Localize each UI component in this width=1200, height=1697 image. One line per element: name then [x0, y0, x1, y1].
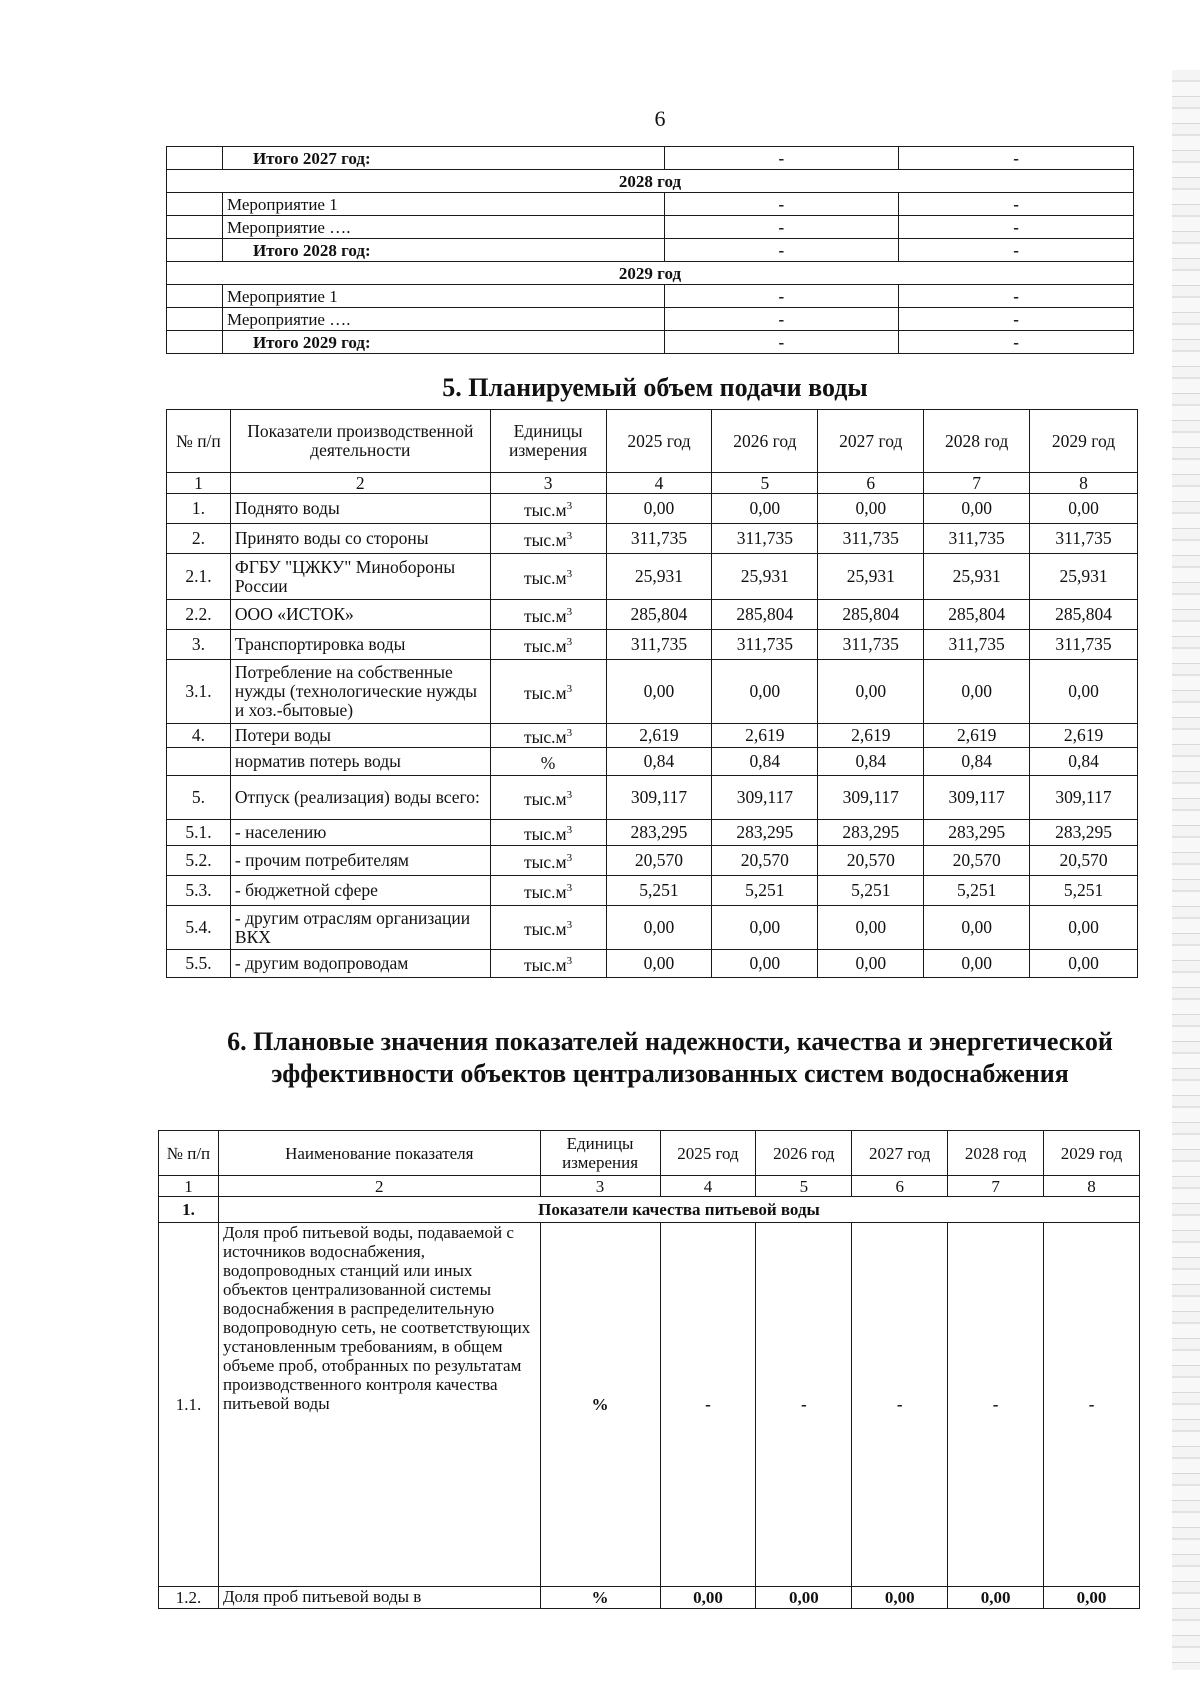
section-5-title: 5. Планируемый объем подачи воды	[442, 373, 868, 402]
volume-row	[167, 748, 1138, 776]
year-value: 5,251	[712, 876, 818, 906]
year-value: 0,00	[818, 660, 924, 724]
year-value: 2,619	[924, 724, 1030, 748]
column-header: 2029 год	[1044, 1131, 1140, 1176]
year-value: 285,804	[1030, 600, 1138, 630]
column-header: 2026 год	[712, 410, 818, 473]
year-value: 0,00	[1044, 1587, 1140, 1609]
unit-exponent: 3	[566, 882, 573, 895]
indicator-name: - населению	[230, 820, 490, 846]
unit-cell	[490, 494, 606, 524]
scan-edge-shadow	[1172, 70, 1200, 1670]
unit-text: тыс.м	[524, 499, 567, 520]
total-label: Итого 2028 год:	[222, 239, 664, 262]
year-value: -	[756, 1223, 852, 1587]
row-number: 2.2.	[167, 600, 231, 630]
year-value: 0,84	[712, 748, 818, 776]
year-value: 0,00	[606, 950, 712, 978]
unit-exponent: 3	[566, 530, 573, 543]
unit-exponent: 3	[566, 727, 573, 740]
unit-text: тыс.м	[524, 881, 567, 902]
unit-exponent: 3	[566, 789, 573, 802]
unit-cell	[490, 724, 606, 748]
volume-row	[167, 494, 1138, 524]
measure-label: Мероприятие ….	[222, 308, 664, 331]
unit-text: тыс.м	[524, 529, 567, 550]
indicator-name: Потери воды	[230, 724, 490, 748]
column-number: 7	[948, 1176, 1044, 1197]
column-header: 2027 год	[852, 1131, 948, 1176]
row-number: 3.	[167, 630, 231, 660]
column-header: Единицы измерения	[540, 1131, 660, 1176]
column-number: 5	[712, 473, 818, 494]
year-value: 311,735	[606, 524, 712, 554]
year-value: 0,00	[756, 1587, 852, 1609]
year-value: 285,804	[712, 600, 818, 630]
row-number: 3.1.	[167, 660, 231, 724]
measures-row-item	[167, 216, 1134, 239]
indicator-name: Отпуск (реализация) воды всего:	[230, 776, 490, 820]
indicator-row	[159, 1223, 1140, 1587]
unit-cell	[490, 600, 606, 630]
measures-no-cell	[167, 193, 223, 216]
unit-cell	[490, 846, 606, 876]
year-value: 25,931	[1030, 554, 1138, 600]
subheader-row	[159, 1197, 1140, 1223]
measures-no-cell	[167, 285, 223, 308]
year-value: 20,570	[818, 846, 924, 876]
column-header: Показатели производственной деятельности	[230, 410, 490, 473]
indicator-name: Поднято воды	[230, 494, 490, 524]
column-header: 2027 год	[818, 410, 924, 473]
row-number: 5.2.	[167, 846, 231, 876]
measures-row-item	[167, 193, 1134, 216]
year-value: 20,570	[712, 846, 818, 876]
year-value: 311,735	[818, 524, 924, 554]
volume-row	[167, 554, 1138, 600]
measures-row-year	[167, 262, 1134, 285]
year-value: 0,00	[1030, 494, 1138, 524]
year-value: 0,00	[1030, 660, 1138, 724]
year-value: 311,735	[1030, 630, 1138, 660]
unit-exponent: 3	[566, 683, 573, 696]
indicator-name: Принято воды со стороны	[230, 524, 490, 554]
column-number: 4	[660, 1176, 756, 1197]
measures-value-1: -	[664, 285, 899, 308]
measures-value-2: -	[899, 308, 1134, 331]
year-value: 283,295	[712, 820, 818, 846]
year-value: 283,295	[818, 820, 924, 846]
year-value: 309,117	[1030, 776, 1138, 820]
unit-text: %	[540, 752, 556, 773]
column-header: Единицы измерения	[490, 410, 606, 473]
indicator-name: норматив потерь воды	[230, 748, 490, 776]
unit-cell	[490, 630, 606, 660]
column-header: 2028 год	[948, 1131, 1044, 1176]
column-number-row	[159, 1176, 1140, 1197]
volume-row	[167, 876, 1138, 906]
unit-cell	[490, 950, 606, 978]
column-number: 7	[924, 473, 1030, 494]
year-value: 2,619	[818, 724, 924, 748]
volume-row	[167, 660, 1138, 724]
year-value: 311,735	[712, 524, 818, 554]
year-value: 311,735	[924, 630, 1030, 660]
unit-cell	[490, 906, 606, 950]
year-value: 0,00	[606, 906, 712, 950]
column-header: 2028 год	[924, 410, 1030, 473]
measures-no-cell	[167, 331, 223, 354]
year-value: -	[948, 1223, 1044, 1587]
year-value: 311,735	[924, 524, 1030, 554]
year-value: 0,84	[606, 748, 712, 776]
year-value: 25,931	[924, 554, 1030, 600]
row-number: 2.1.	[167, 554, 231, 600]
volume-row	[167, 630, 1138, 660]
year-value: 0,00	[818, 950, 924, 978]
measures-value-1: -	[664, 147, 899, 170]
measures-value-1: -	[664, 331, 899, 354]
volume-row	[167, 524, 1138, 554]
unit-exponent: 3	[566, 606, 573, 619]
indicator-name: Доля проб питьевой воды, подаваемой с источников водоснабжения, водопроводных станций или иных объектов централизованной системы водоснабжения в распределительную водопроводную сеть, не соответствующих установленным требованиям, в общем объеме проб, отобранных по результатам производственного контроля качества питьевой воды	[218, 1223, 540, 1587]
header-row	[159, 1131, 1140, 1176]
year-value: 20,570	[606, 846, 712, 876]
year-value: 0,00	[818, 906, 924, 950]
year-value: 0,00	[924, 660, 1030, 724]
row-number: 1.	[167, 494, 231, 524]
subheader-label: Показатели качества питьевой воды	[218, 1197, 1139, 1223]
measures-value-2: -	[899, 147, 1134, 170]
year-value: -	[660, 1223, 756, 1587]
measures-value-1: -	[664, 216, 899, 239]
column-number: 2	[230, 473, 490, 494]
year-header: 2028 год	[167, 170, 1134, 193]
year-value: 283,295	[1030, 820, 1138, 846]
year-value: 0,00	[948, 1587, 1044, 1609]
year-value: 5,251	[818, 876, 924, 906]
measure-label: Мероприятие ….	[222, 216, 664, 239]
year-value: 283,295	[924, 820, 1030, 846]
year-value: 311,735	[1030, 524, 1138, 554]
measures-value-2: -	[899, 331, 1134, 354]
unit-exponent: 3	[566, 824, 573, 837]
measures-value-1: -	[664, 239, 899, 262]
year-value: 2,619	[1030, 724, 1138, 748]
reliability-indicators-table	[158, 1130, 1140, 1609]
year-header: 2029 год	[167, 262, 1134, 285]
unit-text: тыс.м	[524, 635, 567, 656]
year-value: 25,931	[606, 554, 712, 600]
unit-cell	[490, 660, 606, 724]
year-value: 20,570	[1030, 846, 1138, 876]
year-value: 0,00	[606, 494, 712, 524]
row-number: 1.1.	[159, 1223, 219, 1587]
measures-value-1: -	[664, 193, 899, 216]
indicator-name: ООО «ИСТОК»	[230, 600, 490, 630]
year-value: 285,804	[606, 600, 712, 630]
unit-exponent: 3	[566, 568, 573, 581]
column-header: 2025 год	[606, 410, 712, 473]
unit-cell	[490, 554, 606, 600]
page-number: 6	[654, 106, 666, 131]
year-value: 0,00	[1030, 950, 1138, 978]
year-value: 0,00	[818, 494, 924, 524]
row-number: 1.2.	[159, 1587, 219, 1609]
unit-cell	[490, 876, 606, 906]
year-value: 0,00	[924, 494, 1030, 524]
column-header: 2026 год	[756, 1131, 852, 1176]
row-number: 5.5.	[167, 950, 231, 978]
row-number: 4.	[167, 724, 231, 748]
year-value: 0,00	[712, 950, 818, 978]
measures-row-total	[167, 331, 1134, 354]
volume-row	[167, 724, 1138, 748]
unit-text: тыс.м	[524, 567, 567, 588]
column-number: 3	[540, 1176, 660, 1197]
column-number: 1	[167, 473, 231, 494]
total-label: Итого 2027 год:	[222, 147, 664, 170]
year-value: 309,117	[606, 776, 712, 820]
unit-text: тыс.м	[524, 954, 567, 975]
measures-no-cell	[167, 147, 223, 170]
column-header: 2029 год	[1030, 410, 1138, 473]
year-value: 0,00	[924, 906, 1030, 950]
year-value: 0,00	[606, 660, 712, 724]
volume-row	[167, 846, 1138, 876]
unit-text: тыс.м	[524, 823, 567, 844]
year-value: 0,00	[852, 1587, 948, 1609]
year-value: 283,295	[606, 820, 712, 846]
unit-text: тыс.м	[524, 918, 567, 939]
year-value: 5,251	[606, 876, 712, 906]
measures-no-cell	[167, 308, 223, 331]
unit-text: тыс.м	[524, 682, 567, 703]
indicator-name: ФГБУ "ЦЖКУ" Минобороны России	[230, 554, 490, 600]
year-value: 0,84	[924, 748, 1030, 776]
year-value: 5,251	[924, 876, 1030, 906]
row-number: 5.1.	[167, 820, 231, 846]
indicator-name: Доля проб питьевой воды в	[218, 1587, 540, 1609]
measures-value-2: -	[899, 239, 1134, 262]
measures-row-total	[167, 147, 1134, 170]
header-row	[167, 410, 1138, 473]
unit-cell	[490, 820, 606, 846]
column-number: 6	[818, 473, 924, 494]
year-value: 5,251	[1030, 876, 1138, 906]
year-value: 2,619	[606, 724, 712, 748]
indicator-name: - другим водопроводам	[230, 950, 490, 978]
year-value: 311,735	[712, 630, 818, 660]
measures-value-2: -	[899, 285, 1134, 308]
measures-no-cell	[167, 216, 223, 239]
volume-row	[167, 950, 1138, 978]
year-value: 0,00	[660, 1587, 756, 1609]
year-value: 25,931	[818, 554, 924, 600]
water-supply-volume-table	[166, 409, 1138, 978]
year-value: 311,735	[818, 630, 924, 660]
column-number: 8	[1030, 473, 1138, 494]
indicator-name: Потребление на собственные нужды (технологические нужды и хоз.-бытовые)	[230, 660, 490, 724]
year-value: 0,00	[1030, 906, 1138, 950]
section-6-title: 6. Плановые значения показателей надежности, качества и энергетической эффективности объектов централизованных систем водоснабжения	[227, 1027, 1113, 1088]
year-value: 2,619	[712, 724, 818, 748]
row-number	[167, 748, 231, 776]
unit-exponent: 3	[566, 852, 573, 865]
column-header: № п/п	[159, 1131, 219, 1176]
measures-table	[166, 146, 1134, 354]
measures-value-2: -	[899, 216, 1134, 239]
unit-cell: %	[540, 1223, 660, 1587]
measure-label: Мероприятие 1	[222, 285, 664, 308]
year-value: 311,735	[606, 630, 712, 660]
volume-row	[167, 820, 1138, 846]
measures-row-item	[167, 308, 1134, 331]
column-number: 5	[756, 1176, 852, 1197]
year-value: 0,00	[924, 950, 1030, 978]
unit-cell	[490, 776, 606, 820]
row-number: 5.4.	[167, 906, 231, 950]
indicator-name: - другим отраслям организации ВКХ	[230, 906, 490, 950]
column-number: 3	[490, 473, 606, 494]
unit-text: тыс.м	[524, 605, 567, 626]
year-value: 20,570	[924, 846, 1030, 876]
row-number: 5.3.	[167, 876, 231, 906]
year-value: 285,804	[924, 600, 1030, 630]
column-number: 8	[1044, 1176, 1140, 1197]
measures-value-2: -	[899, 193, 1134, 216]
unit-cell	[490, 748, 606, 776]
volume-row	[167, 906, 1138, 950]
column-number: 4	[606, 473, 712, 494]
column-header: № п/п	[167, 410, 231, 473]
measures-row-item	[167, 285, 1134, 308]
year-value: 0,00	[712, 906, 818, 950]
column-number: 2	[218, 1176, 540, 1197]
measures-no-cell	[167, 239, 223, 262]
year-value: 0,00	[712, 660, 818, 724]
row-number: 2.	[167, 524, 231, 554]
year-value: 0,84	[1030, 748, 1138, 776]
unit-text: тыс.м	[524, 726, 567, 747]
year-value: 309,117	[712, 776, 818, 820]
year-value: 0,84	[818, 748, 924, 776]
unit-exponent: 3	[566, 500, 573, 513]
subheader-number: 1.	[159, 1197, 219, 1223]
unit-cell	[490, 524, 606, 554]
volume-row	[167, 776, 1138, 820]
indicator-name: Транспортировка воды	[230, 630, 490, 660]
year-value: 309,117	[818, 776, 924, 820]
unit-exponent: 3	[566, 636, 573, 649]
column-number-row	[167, 473, 1138, 494]
indicator-name: - бюджетной сфере	[230, 876, 490, 906]
year-value: 285,804	[818, 600, 924, 630]
unit-text: тыс.м	[524, 788, 567, 809]
unit-cell: %	[540, 1587, 660, 1609]
year-value: 25,931	[712, 554, 818, 600]
total-label: Итого 2029 год:	[222, 331, 664, 354]
column-number: 1	[159, 1176, 219, 1197]
row-number: 5.	[167, 776, 231, 820]
measures-row-year	[167, 170, 1134, 193]
indicator-row	[159, 1587, 1140, 1609]
year-value: -	[1044, 1223, 1140, 1587]
year-value: 309,117	[924, 776, 1030, 820]
unit-text: тыс.м	[524, 851, 567, 872]
year-value: -	[852, 1223, 948, 1587]
year-value: 0,00	[712, 494, 818, 524]
measure-label: Мероприятие 1	[222, 193, 664, 216]
column-header: 2025 год	[660, 1131, 756, 1176]
unit-exponent: 3	[566, 955, 573, 968]
column-number: 6	[852, 1176, 948, 1197]
volume-row	[167, 600, 1138, 630]
column-header: Наименование показателя	[218, 1131, 540, 1176]
unit-exponent: 3	[566, 919, 573, 932]
measures-value-1: -	[664, 308, 899, 331]
indicator-name: - прочим потребителям	[230, 846, 490, 876]
measures-row-total	[167, 239, 1134, 262]
